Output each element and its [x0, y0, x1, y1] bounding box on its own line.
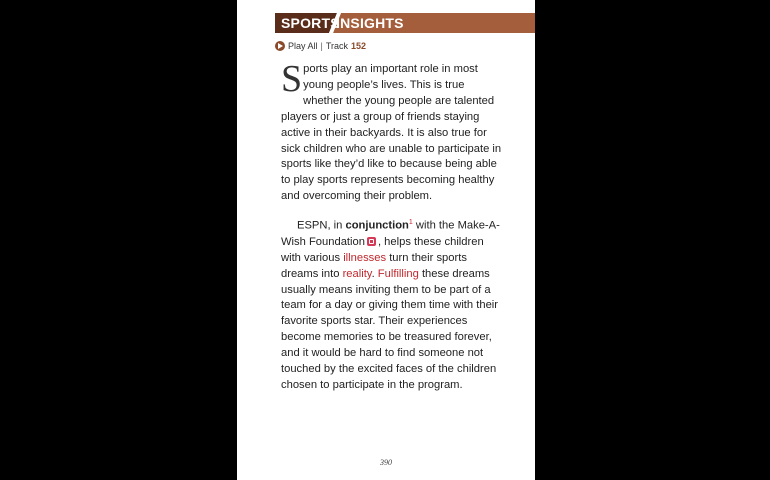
section-banner: [275, 13, 535, 33]
paragraph-1-text: ports play an important role in most young people’s lives. This is true whether the young people are talented players or just a group of friends staying active in their backyards. It is also true for sick children who are unable to participate in sports like they’d like to because being able to play sports represents becoming healthy and overcoming their problem.: [281, 63, 502, 203]
paragraph-2-text-f: these dreams usually means inviting them to be part of a team for a day or giving them time with their favorite sports star. Their experiences become memories to be treasured forever, and it would be hard to find someone not touched by the excited faces of the children chosen to participate in the program.: [281, 267, 499, 391]
link-illnesses[interactable]: illnesses: [343, 251, 387, 264]
page-number: 390: [380, 458, 392, 467]
audio-badge-icon[interactable]: [367, 237, 376, 246]
track-number: 152: [351, 41, 367, 51]
link-reality[interactable]: reality: [342, 267, 372, 280]
article-body: [281, 58, 503, 404]
banner-sports-label: SPORTS: [281, 15, 340, 31]
banner-insights-label: INSIGHTS: [336, 15, 404, 31]
footnote-marker[interactable]: 1: [408, 219, 413, 227]
play-all-button[interactable]: Play All: [288, 41, 318, 51]
link-fulfilling[interactable]: Fulfilling: [377, 267, 419, 280]
track-label: Track: [325, 41, 349, 51]
drop-cap: S: [281, 58, 303, 100]
paragraph-2-text-b: with the Make-A-Wish Foundation: [281, 219, 500, 248]
book-page: [237, 0, 535, 480]
paragraph-2-text-a: ESPN, in: [297, 219, 346, 232]
audio-playbar: [275, 40, 366, 52]
paragraph-2-text-e: .: [371, 267, 378, 280]
paragraph-1: [281, 58, 503, 205]
paragraph-2: [281, 215, 503, 394]
playbar-separator: |: [320, 41, 323, 51]
vocab-term-conjunction[interactable]: conjunction: [345, 219, 409, 232]
play-icon[interactable]: [275, 41, 285, 51]
paragraph-2-text-c: , helps these children with various: [281, 235, 484, 264]
paragraph-2-text-d: turn their sports dreams into: [281, 251, 467, 280]
